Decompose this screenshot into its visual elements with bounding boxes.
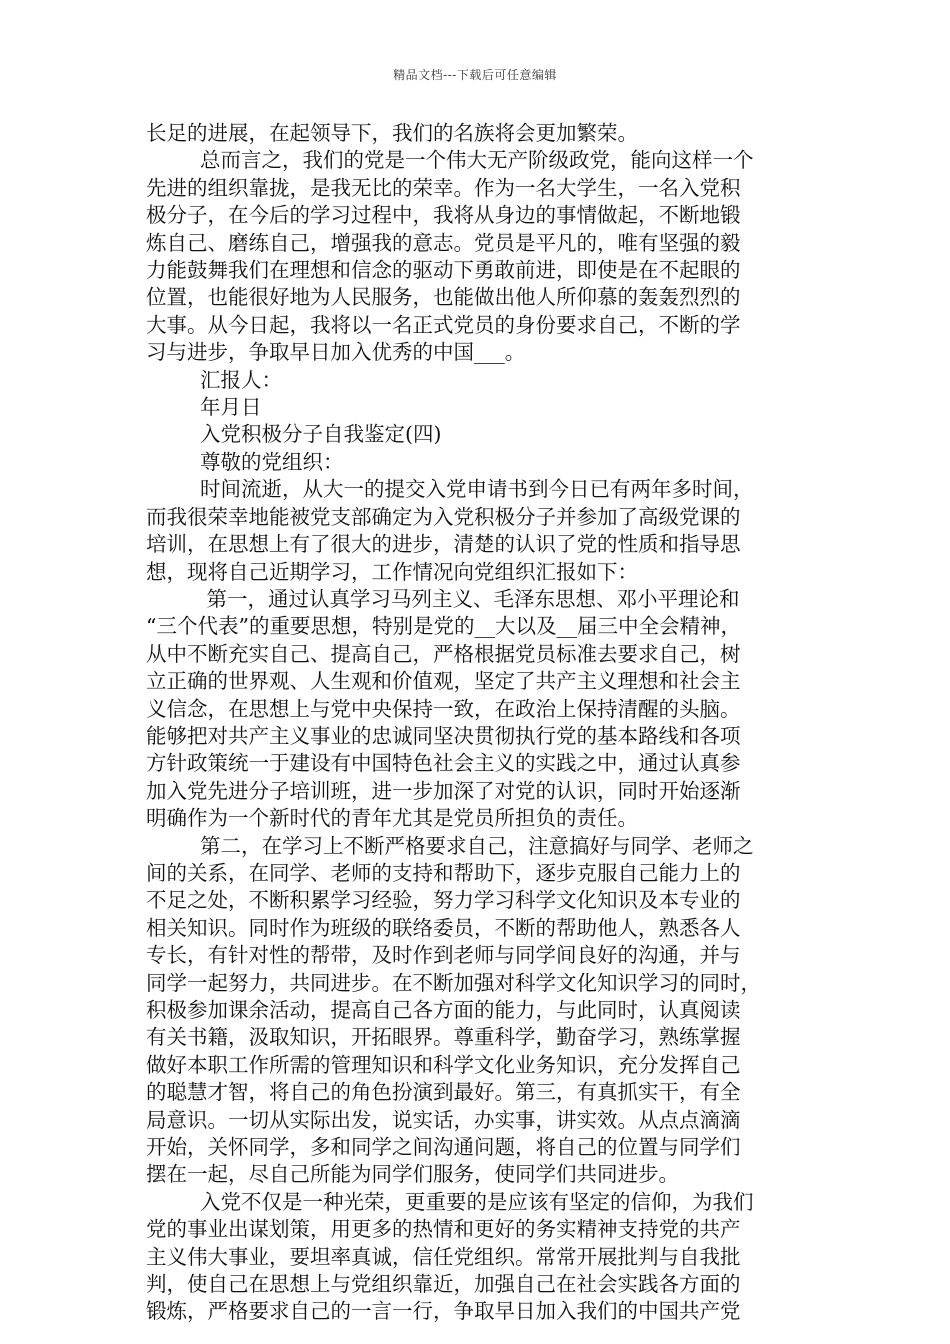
text-line: 专长，有针对性的帮带，及时作到老师与同学间良好的沟通，并与 <box>146 943 741 968</box>
text-line: “三个代表”的重要思想，特别是党的__大以及__届三中全会精神， <box>146 614 741 639</box>
text-line: 能够把对共产主义事业的忠诚同坚决贯彻执行党的基本路线和各项 <box>146 723 741 748</box>
text-line: 汇报人： <box>200 367 282 392</box>
text-line: 而我很荣幸地能被党支部确定为入党积极分子并参加了高级党课的 <box>146 504 741 529</box>
text-line: 第二，在学习上不断严格要求自己，注意搞好与同学、老师之 <box>200 833 754 858</box>
text-line: 立正确的世界观、人生观和价值观，坚定了共产主义理想和社会主 <box>146 669 741 694</box>
text-line: 有关书籍，汲取知识，开拓眼界。尊重科学，勤奋学习，熟练掌握 <box>146 1025 741 1050</box>
text-line: 同学一起努力，共同进步。在不断加强对科学文化知识学习的同时， <box>146 970 761 995</box>
text-line: 极分子，在今后的学习过程中，我将从身边的事情做起，不断地锻 <box>146 203 741 228</box>
text-line: 开始，关怀同学，多和同学之间沟通问题，将自己的位置与同学们 <box>146 1135 741 1160</box>
text-line: 大事。从今日起，我将以一名正式党员的身份要求自己，不断的学 <box>146 312 741 337</box>
text-line: 位置，也能很好地为人民服务，也能做出他人所仰慕的轰轰烈烈的 <box>146 285 741 310</box>
text-line: 方针政策统一于建设有中国特色社会主义的实践之中，通过认真参 <box>146 751 741 776</box>
text-line: 想，现将自己近期学习，工作情况向党组织汇报如下： <box>146 559 638 584</box>
text-line: 加入党先进分子培训班，进一步加深了对党的认识，同时开始逐渐 <box>146 778 741 803</box>
text-line: 摆在一起，尽自己所能为同学们服务，使同学们共同进步。 <box>146 1162 679 1187</box>
text-line: 判，使自己在思想上与党组织靠近，加强自己在社会实践各方面的 <box>146 1272 741 1297</box>
text-line: 义信念，在思想上与党中央保持一致，在政治上保持清醒的头脑。 <box>146 696 741 721</box>
text-line: 时间流逝，从大一的提交入党申请书到今日已有两年多时间， <box>200 477 754 502</box>
text-line: 积极参加课余活动，提高自己各方面的能力，与此同时，认真阅读 <box>146 998 741 1022</box>
text-line: 间的关系，在同学、老师的支持和帮助下，逐步克服自己能力上的 <box>146 860 741 885</box>
text-line: 明确作为一个新时代的青年尤其是党员所担负的责任。 <box>146 806 638 831</box>
text-line: 入党积极分子自我鉴定(四) <box>200 422 442 447</box>
text-line: 习与进步，争取早日加入优秀的中国___。 <box>146 340 526 365</box>
text-line: 炼自己、磨练自己，增强我的意志。党员是平凡的，唯有坚强的毅 <box>146 230 741 255</box>
text-line: 局意识。一切从实际出发，说实话，办实事，讲实效。从点点滴滴 <box>146 1107 741 1132</box>
text-line: 总而言之，我们的党是一个伟大无产阶级政党，能向这样一个 <box>200 148 754 173</box>
text-line: 从中不断充实自己、提高自己，严格根据党员标准去要求自己，树 <box>146 641 741 666</box>
text-line: 培训，在思想上有了很大的进步，清楚的认识了党的性质和指导思 <box>146 532 741 557</box>
text-line: 党的事业出谋划策，用更多的热情和更好的务实精神支持党的共产 <box>146 1217 741 1242</box>
text-line: 尊敬的党组织： <box>200 449 344 474</box>
text-line: 第一，通过认真学习马列主义、毛泽东思想、邓小平理论和 <box>200 586 740 611</box>
text-line: 主义伟大事业，要坦率真诚，信任党组织。常常开展批判与自我批 <box>146 1244 741 1269</box>
text-line: 做好本职工作所需的管理知识和科学文化业务知识，充分发挥自己 <box>146 1052 741 1077</box>
text-line: 锻炼，严格要求自己的一言一行，争取早日加入我们的中国共产党 <box>146 1299 741 1324</box>
text-line: 年月日 <box>200 395 262 420</box>
text-line: 的聪慧才智，将自己的角色扮演到最好。第三，有真抓实干，有全 <box>146 1080 741 1105</box>
text-line: 力能鼓舞我们在理想和信念的驱动下勇敢前进，即使是在不起眼的 <box>146 258 741 283</box>
text-line: 长足的进展，在起领导下，我们的名族将会更加繁荣。 <box>146 121 638 145</box>
page-header: 精品文档---下载后可任意编辑 <box>393 68 557 82</box>
text-line: 入党不仅是一种光荣，更重要的是应该有坚定的信仰，为我们 <box>200 1189 754 1214</box>
document-body <box>146 120 810 1326</box>
text-line: 先进的组织靠拢，是我无比的荣幸。作为一名大学生，一名入党积 <box>146 175 741 200</box>
text-line: 相关知识。同时作为班级的联络委员，不断的帮助他人，熟悉各人 <box>146 915 741 940</box>
text-line: 不足之处，不断积累学习经验，努力学习科学文化知识及本专业的 <box>146 888 741 913</box>
